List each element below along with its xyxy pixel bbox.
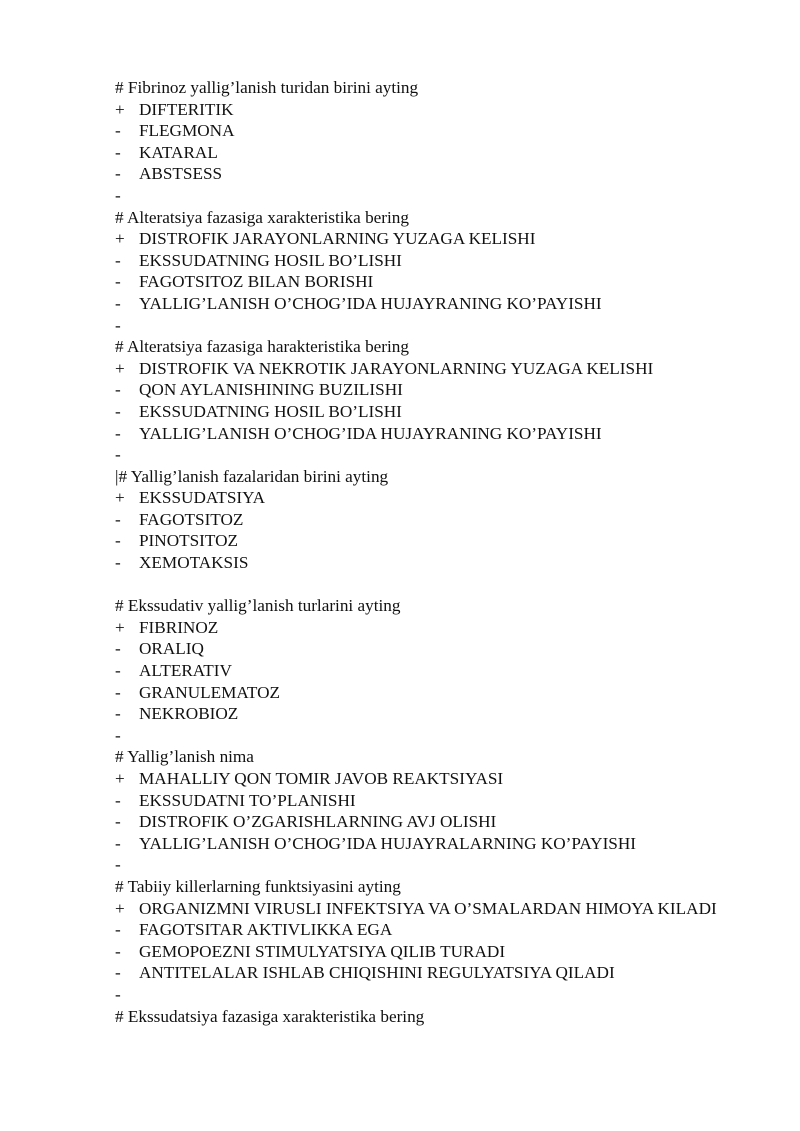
answer-marker: - [115,941,121,961]
separator-line: - [115,855,121,875]
answer-option [115,142,755,164]
answer-option [115,898,755,920]
answer-marker: - [115,704,121,724]
answer-text: KATARAL [139,142,218,162]
answer-option [115,99,755,121]
separator-line: - [115,445,121,465]
answer-option [115,250,755,272]
quiz-content [115,77,755,1027]
answer-marker: + [115,99,125,119]
separator-line: - [115,984,121,1004]
answer-text: EKSSUDATNI TO’PLANISHI [139,790,356,810]
answer-option [115,293,755,315]
answer-option [115,638,755,660]
answer-option [115,509,755,531]
answer-marker: - [115,963,121,983]
answer-text: DISTROFIK JARAYONLARNING YUZAGA KELISHI [139,229,536,249]
answer-text: PINOTSITOZ [139,531,238,551]
answer-marker: + [115,488,125,508]
answer-marker: - [115,682,121,702]
answer-text: NEKROBIOZ [139,704,239,724]
answer-option [115,919,755,941]
question-text: # Fibrinoz yallig’lanish turidan birini ayting [115,78,419,97]
answer-text: ORALIQ [139,639,204,659]
answer-marker: - [115,639,121,659]
separator-line: - [115,725,121,745]
answer-text: ALTERATIV [139,661,232,681]
answer-marker: - [115,812,121,832]
answer-option [115,530,755,552]
question-text: |# Yallig’lanish fazalaridan birini ayting [115,466,389,486]
answer-option [115,790,755,812]
answer-marker: - [115,920,121,940]
answer-option [115,833,755,855]
answer-marker: - [115,553,121,573]
answer-marker: - [115,164,121,184]
answer-marker: + [115,229,125,249]
question-text: # Yallig’lanish nima [115,747,254,767]
answer-option [115,617,755,639]
answer-option [115,487,755,509]
answer-option [115,703,755,725]
separator-line: - [115,185,121,205]
answer-marker: + [115,617,125,637]
answer-option [115,423,755,445]
answer-option [115,768,755,790]
answer-option [115,228,755,250]
answer-option [115,962,755,984]
answer-text: EKSSUDATNING HOSIL BO’LISHI [139,401,402,421]
answer-text: YALLIG’LANISH O’CHOG’IDA HUJAYRALARNING KO’PAYISHI [139,833,637,853]
answer-option [115,379,755,401]
answer-text: DISTROFIK O’ZGARISHLARNING AVJ OLISHI [139,812,497,832]
answer-marker: - [115,121,121,141]
question-text: # Alteratsiya fazasiga xarakteristika bering [115,207,409,227]
answer-option [115,941,755,963]
answer-marker: + [115,898,125,918]
answer-text: FAGOTSITOZ BILAN BORISHI [139,272,374,292]
answer-marker: - [115,272,121,292]
answer-text: DISTROFIK VA NEKROTIK JARAYONLARNING YUZAGA KELISHI [139,358,654,378]
answer-text: GRANULEMATOZ [139,682,280,702]
question-text: # Tabiiy killerlarning funktsiyasini ayting [115,876,401,896]
answer-option [115,811,755,833]
answer-marker: - [115,250,121,270]
answer-text: YALLIG’LANISH O’CHOG’IDA HUJAYRANING KO’PAYISHI [139,293,602,313]
answer-text: ABSTSESS [139,164,223,184]
answer-marker: - [115,661,121,681]
answer-text: FLEGMONA [139,121,235,141]
answer-text: FAGOTSITOZ [139,509,244,529]
answer-text: EKSSUDATNING HOSIL BO’LISHI [139,250,402,270]
answer-text: EKSSUDATSIYA [139,488,266,508]
answer-marker: - [115,531,121,551]
answer-option [115,552,755,574]
answer-text: ORGANIZMNI VIRUSLI INFEKTSIYA VA O’SMALARDAN HIMOYA KILADI [139,898,717,918]
answer-text: ANTITELALAR ISHLAB CHIQISHINI REGULYATSIYA QILADI [139,963,615,983]
answer-option [115,660,755,682]
separator-line: - [115,315,121,335]
answer-text: GEMOPOEZNI STIMULYATSIYA QILIB TURADI [139,941,506,961]
answer-marker: - [115,509,121,529]
answer-marker: + [115,358,125,378]
question-text: # Ekssudativ yallig’lanish turlarini ayting [115,596,401,616]
answer-option [115,163,755,185]
answer-marker: - [115,380,121,400]
answer-text: MAHALLIY QON TOMIR JAVOB REAKTSIYASI [139,769,504,788]
answer-text: QON AYLANISHINING BUZILISHI [139,380,403,400]
answer-text: DIFTERITIK [139,99,234,119]
answer-text: YALLIG’LANISH O’CHOG’IDA HUJAYRANING KO’PAYISHI [139,423,602,443]
answer-text: FAGOTSITAR AKTIVLIKKA EGA [139,920,393,940]
answer-marker: - [115,293,121,313]
answer-text: XEMOTAKSIS [139,553,249,573]
answer-marker: - [115,790,121,810]
answer-option [115,401,755,423]
answer-marker: - [115,833,121,853]
answer-marker: - [115,423,121,443]
question-text: # Alteratsiya fazasiga harakteristika bering [115,337,409,357]
answer-marker: - [115,142,121,162]
answer-marker: + [115,769,125,788]
answer-marker: - [115,401,121,421]
answer-option [115,358,755,380]
answer-option [115,271,755,293]
separator-line [115,574,755,596]
answer-option [115,120,755,142]
answer-option [115,682,755,704]
answer-text: FIBRINOZ [139,617,219,637]
question-text: # Ekssudatsiya fazasiga xarakteristika bering [115,1006,425,1026]
